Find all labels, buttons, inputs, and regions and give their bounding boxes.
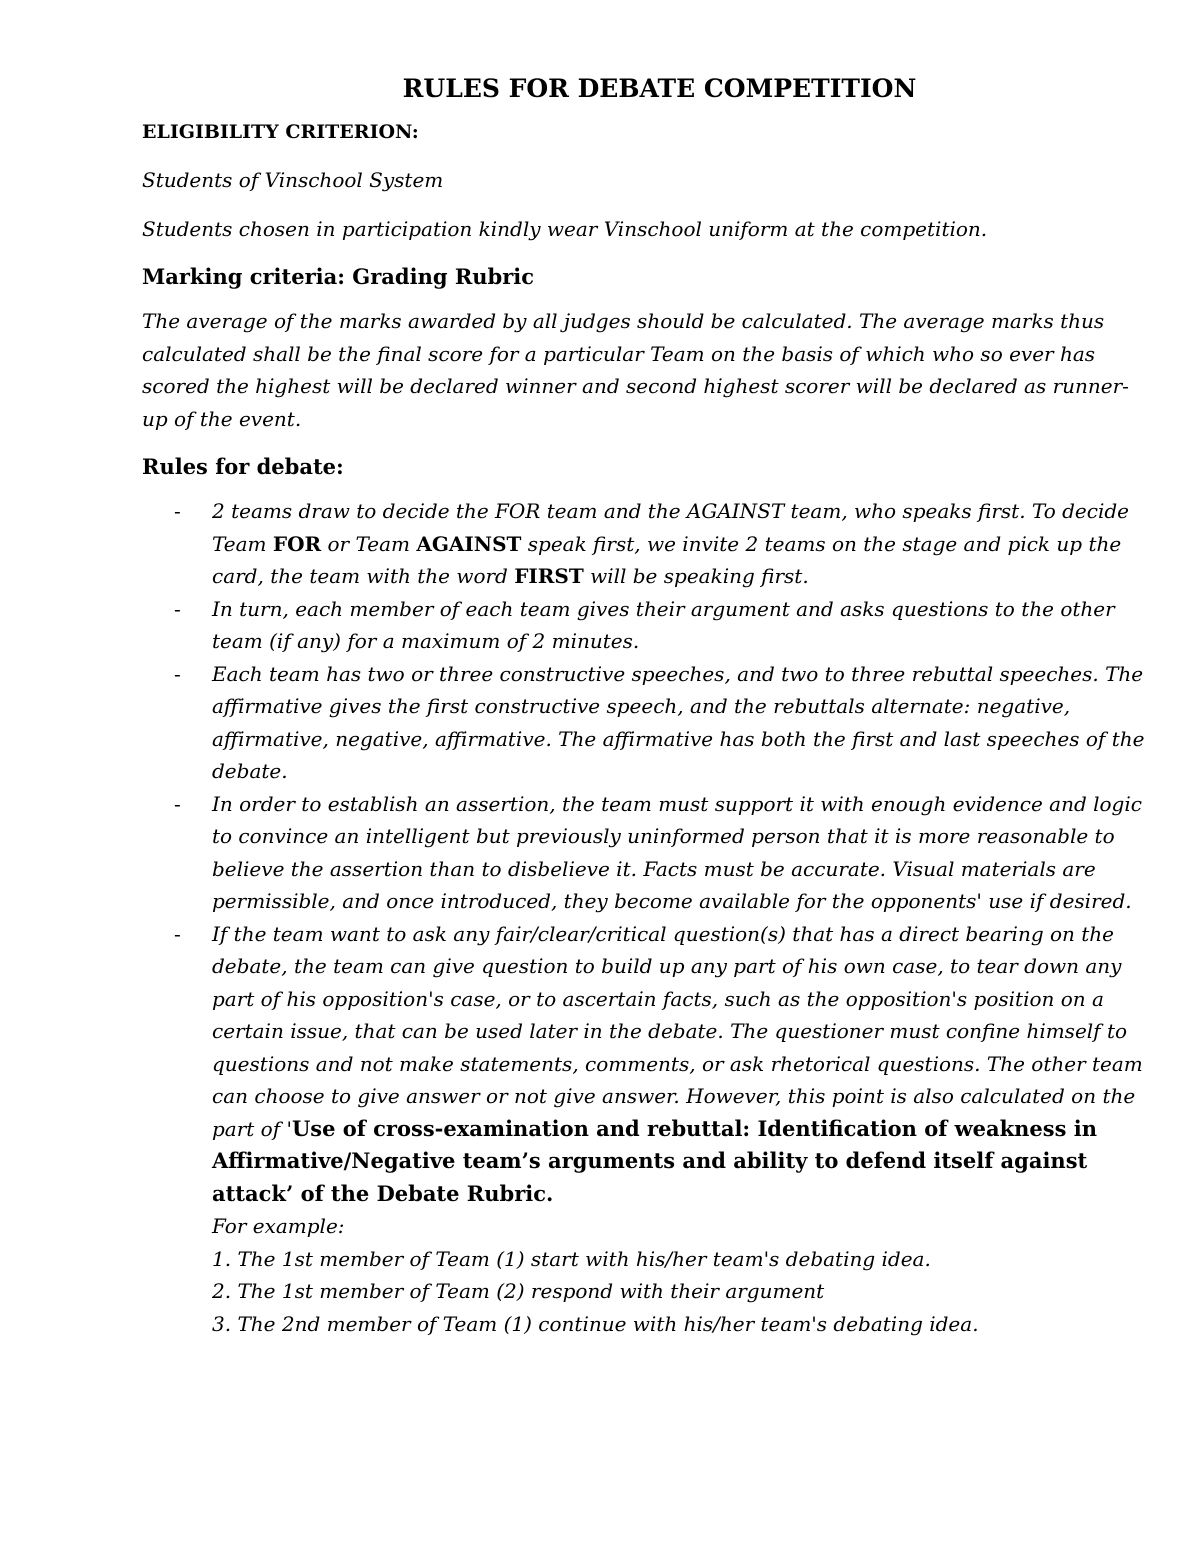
eligibility-line-1: Students of Vinschool System [142,168,444,192]
rule-item-3 [142,658,1152,788]
example-item-1: 1. The 1st member of Team (1) start with his/her team's debating idea. [212,1246,931,1271]
rule-item-2 [142,593,1152,658]
example-item-3: 3. The 2nd member of Team (1) continue with his/her team's debating idea. [212,1311,979,1336]
rule-1-text-b: or Team [321,531,417,556]
document-page [142,70,1152,1340]
rule-item-4 [142,788,1152,918]
rule-item-1 [142,495,1152,593]
marking-text: The average of the marks awarded by all judges should be calculated. The average marks thus calculated shall be the final score for a particular Team on the basis of which who so ever has scored the highest will be declared winner and second highest scorer will be declared as runner-up of the event. [142,309,1129,431]
rule-1-bold-for: FOR [272,531,322,556]
eligibility-line-2: Students chosen in participation kindly wear Vinschool uniform at the competition. [142,216,988,241]
rule-1-text-c: speak first, we invite 2 teams on the stage and pick up the card, the team with the word [212,531,1122,588]
rule-1-text-a: 2 teams draw to decide the FOR team and the AGAINST team, who speaks first. To decide Team [212,499,1129,556]
rule-1-bold-first: FIRST [514,564,584,588]
rules-heading: Rules for debate: [142,454,344,479]
list-dash: - [174,499,181,523]
list-dash: - [174,596,181,621]
list-dash: - [174,661,181,686]
rule-1-bold-against: AGAINST [416,531,522,556]
rule-3-text: Each team has two or three constructive speeches, and two to three rebuttal speeches. The affirmative gives the first constructive speech, and the rebuttals alternate: negative, affirmative, negative, affirmative. The affirmative has both the first and last speeches of the debate. [212,661,1145,783]
rule-1-text-d: will be speaking first. [583,564,809,588]
example-label: For example: [212,1214,345,1238]
rule-2-text: In turn, each member of each team gives their argument and asks questions to the other team (if any) for a maximum of 2 minutes. [212,596,1115,653]
list-dash: - [174,921,181,946]
example-item-2: 2. The 1st member of Team (2) respond with their argument [212,1279,825,1303]
rule-item-5 [142,918,1152,1341]
document-title: RULES FOR DEBATE COMPETITION [402,74,917,103]
rule-5-text: If the team want to ask any fair/clear/critical question(s) that has a direct bearing on the debate, the team can give question to build up any part of his own case, to tear down any part of his opposition's case, or to ascertain facts, such as the opposition's position on a certain issue, that can be used later in the debate. The questioner must confine himself to questions and not make statements, comments, or ask rhetorical questions. The other team can choose to give answer or not give answer. However, this point is also calculated on the part of ' [212,921,1143,1141]
marking-heading: Marking criteria: Grading Rubric [142,264,535,289]
rule-4-text: In order to establish an assertion, the team must support it with enough evidence and logic to convince an intelligent but previously uninformed person that it is more reasonable to believe the assertion than to disbelieve it. Facts must be accurate. Visual materials are permissible, and once introduced, they become available for the opponents' use if desired. [212,791,1142,913]
rules-list [142,495,1152,1340]
eligibility-heading: ELIGIBILITY CRITERION: [142,121,419,143]
list-dash: - [174,791,181,816]
rule-5-bold-rubric: Use of cross-examination and rebuttal: Identification of weakness in Affirmative/Negative team’s arguments and ability to defend itself against attack’ of the Debate Rubric. [212,1115,1097,1206]
